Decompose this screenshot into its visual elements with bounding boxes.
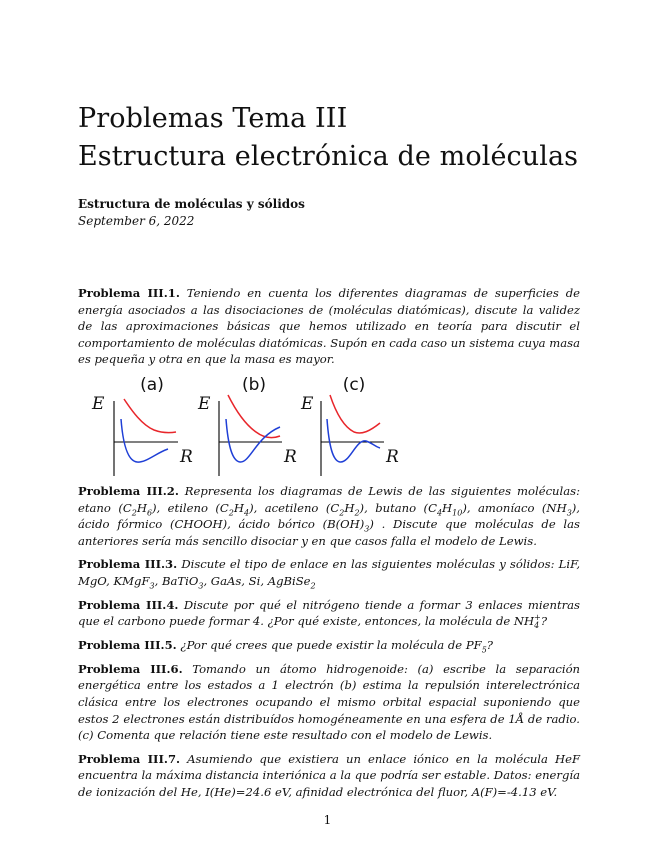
- problem-4-text: Discute por qué el nitrógeno tiende a formar 3 enlaces mientras que el carbono puede formar 4. ¿Por qué existe, entonces, la molécula de NH + 4 ?: [78, 597, 581, 631]
- figure-b-plot: [192, 375, 302, 479]
- problem-6-label: Problema III.6.: [78, 661, 183, 676]
- problem-7-label: Problema III.7.: [78, 751, 181, 766]
- figure-c-upper-curve: [330, 395, 380, 433]
- problem-6: [78, 661, 580, 744]
- figure-a-upper-curve: [124, 399, 176, 433]
- figure-c-label: (c): [342, 374, 366, 395]
- figure-a-label: (a): [140, 374, 164, 395]
- problem-5-label: Problema III.5.: [78, 638, 177, 653]
- problem-1-label: Problema III.1.: [78, 286, 180, 300]
- problem-4-label: Problema III.4.: [78, 597, 179, 612]
- figure-b-distance-axis-label: R: [284, 446, 297, 467]
- energy-curve-figures: [78, 375, 580, 479]
- problem-3: [78, 556, 580, 589]
- problem-2-label: Problema III.2.: [78, 483, 179, 498]
- document-date: September 6, 2022: [78, 214, 195, 228]
- problem-3-label: Problema III.3.: [78, 557, 178, 572]
- figure-b-lower-curve: [226, 419, 280, 462]
- document-meta: [78, 196, 580, 230]
- figure-c-lower-curve: [327, 419, 380, 462]
- page-number: 1: [323, 813, 332, 827]
- title-line-2: Estructura electrónica de moléculas: [78, 141, 579, 172]
- figure-b-energy-axis-label: E: [198, 393, 211, 414]
- figure-a: [84, 375, 194, 479]
- problem-6-text: Tomando un átomo hidrogenoide: (a) escribe la separación energética entre los estados a 1 electrón (b) estima la repulsión interelectrónica clásica entre los electrones ocupando el mismo orbital espacial suponiendo que estos 2 electrones están distribuídos homogéneamente en una esfera de 1Å de radio. (c) Comenta que relación tiene este resultado con el modelo de Lewis.: [78, 661, 581, 743]
- problem-2-text: Representa los diagramas de Lewis de las siguientes moléculas: etano $(C_2H_6)$, etileno $(C_2H_4)$, acetileno $(C_2H_2)$, butano $(C_4H_{10})$, amoníaco $(NH_3)$, ácido fórmico (CHOOH), ácido bórico $(B(OH)_3)$ . Discute que moléculas de las anteriores sería más sencillo disociar y en que casos falla el modelo de Lewis.: [78, 483, 580, 548]
- figure-b: [192, 375, 302, 479]
- problem-1-text: Teniendo en cuenta los diferentes diagramas de superficies de energía asociados a las disociaciones de (moléculas diatómicas), discute la validez de las aproximaciones básicas que hemos utilizado en teoría para discutir el comportamiento de moléculas diatómicas. Supón en cada caso un sistema cuya masa es pequeña y otra en que la masa es mayor.: [78, 286, 581, 367]
- figure-a-plot: [84, 375, 194, 479]
- problem-7-text: Asumiendo que existiera un enlace iónico en la molécula HeF encuentra la máxima distancia interiónica a la que podría ser estable. Datos: energía de ionización del He, I(He)=24.6 eV, afinidad electrónica del fluor, A(F)=-4.13 eV.: [78, 751, 580, 799]
- problem-5-text: ¿Por qué crees que puede existir la molécula de $PF_5$?: [180, 638, 493, 655]
- problem-5: [78, 637, 580, 654]
- problem-7: [78, 751, 580, 801]
- figure-c-plot: [300, 375, 410, 479]
- figure-c: [300, 375, 410, 479]
- document-title: [78, 100, 580, 176]
- document-page: [78, 100, 580, 807]
- title-line-1: Problemas Tema III: [78, 103, 348, 134]
- course-subject: Estructura de moléculas y sólidos: [78, 197, 305, 211]
- problem-1: [78, 285, 580, 368]
- problem-4: [78, 597, 580, 631]
- problem-2: [78, 483, 580, 549]
- figure-c-energy-axis-label: E: [301, 393, 314, 414]
- figure-c-distance-axis-label: R: [386, 446, 399, 467]
- figure-a-energy-axis-label: E: [92, 393, 105, 414]
- figure-a-distance-axis-label: R: [180, 446, 193, 467]
- figure-a-lower-curve: [121, 419, 168, 462]
- problem-3-text: Discute el tipo de enlace en las siguientes moléculas y sólidos: LiF, MgO, KMgF$_3$, BaTiO$_3$, GaAs, Si, AgBiSe$_2$: [78, 557, 581, 591]
- figure-b-label: (b): [241, 374, 267, 395]
